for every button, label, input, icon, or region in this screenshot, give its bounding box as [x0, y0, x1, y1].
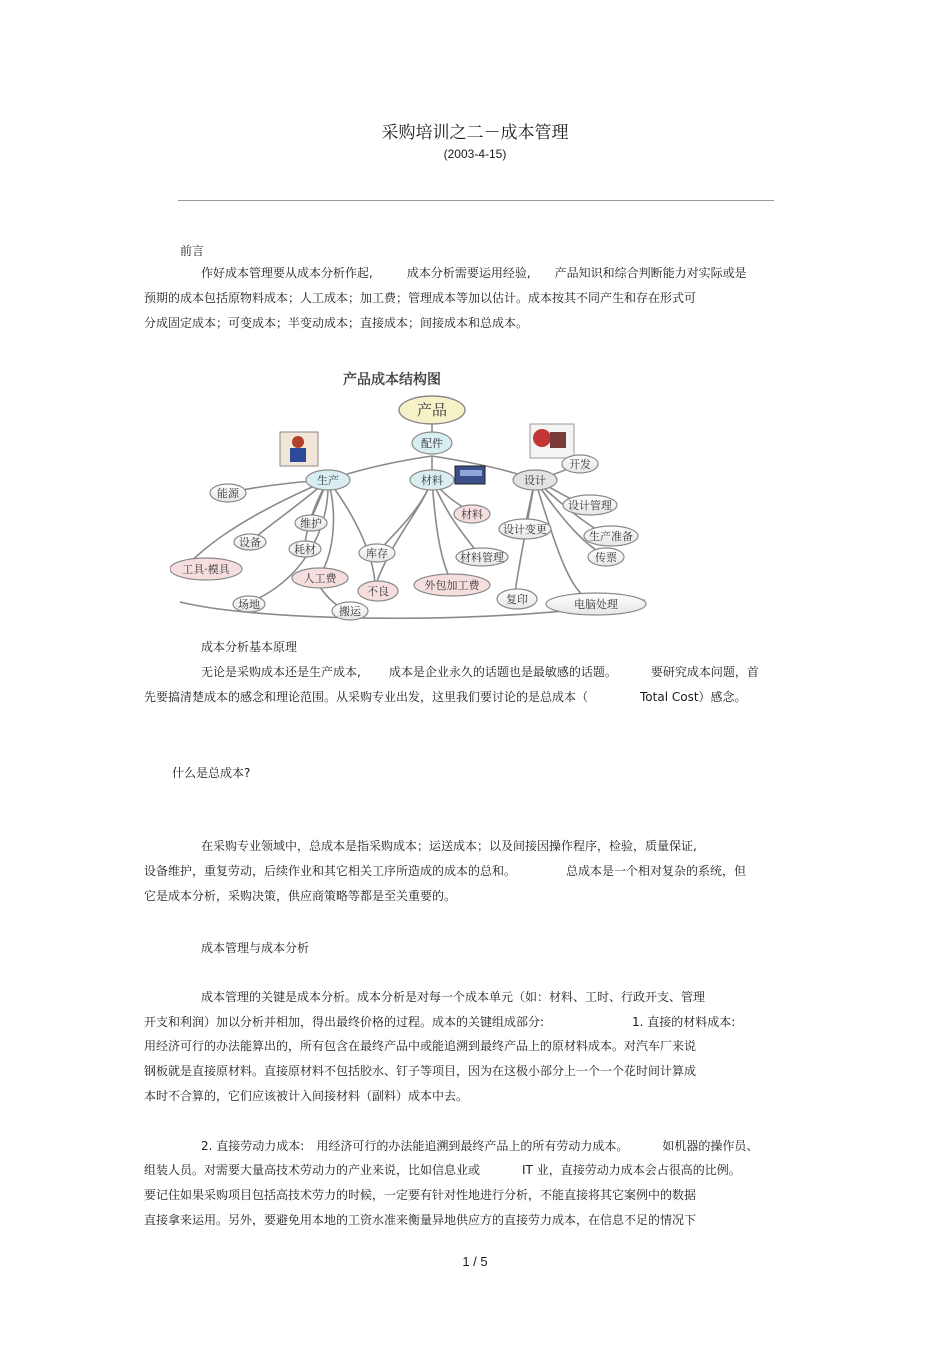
section1-line-2b: Total Cost）感念。 — [640, 690, 747, 704]
section4-line-4: 直接拿来运用。另外，要避免用本地的工资水准来衡量异地供应方的直接劳力成本，在信息不足的情况下 — [144, 1213, 697, 1227]
section3-line-4: 钢板就是直接原材料。直接原材料不包括胶水、钉子等项目，因为在这极小部分上一个一个花时间计算成 — [144, 1064, 697, 1078]
preface-line-1a: 作好成本管理要从成本分析作起, — [201, 266, 373, 280]
node-design-mgmt: 设计管理 — [568, 499, 612, 512]
preface-heading: 前言 — [180, 244, 205, 258]
node-transport: 搬运 — [339, 605, 361, 618]
section4-line-3: 要记住如果采购项目包括高技术劳力的时候，一定要有针对性地进行分析，不能直接将其它案例中的数据 — [144, 1188, 697, 1202]
preface-line-1c: 产品知识和综合判断能力对实际或是 — [554, 266, 747, 280]
section4-line-1a: 2. 直接劳动力成本: — [201, 1139, 305, 1153]
section3-line-3: 用经济可行的办法能算出的，所有包含在最终产品中或能追溯到最终产品上的原材料成本。对汽车厂来说 — [144, 1039, 697, 1053]
node-design-change: 设计变更 — [503, 523, 547, 536]
node-parts: 配件 — [421, 437, 443, 450]
node-maintenance: 维护 — [300, 517, 322, 530]
node-labor: 人工费 — [303, 572, 337, 585]
node-materials: 材料 — [421, 474, 443, 487]
node-prep: 生产准备 — [589, 530, 633, 543]
diagram-title: 产品成本结构图 — [343, 372, 441, 388]
preface-line-3: 分成固定成本；可变成本；半变动成本；直接成本；间接成本和总成本。 — [144, 316, 529, 330]
section3-heading: 成本管理与成本分析 — [201, 941, 310, 955]
preface-line-2: 预期的成本包括原物料成本；人工成本；加工费；管理成本等加以估计。成本按其不同产生和存在形式可 — [144, 291, 697, 305]
section1-line-1 — [201, 664, 759, 680]
section1-line-2 — [144, 689, 747, 705]
section3-line-5: 本时不合算的，它们应该被计入间接材料（副料）成本中去。 — [144, 1089, 469, 1103]
node-product: 产品 — [416, 401, 448, 419]
node-development: 开发 — [569, 458, 591, 471]
node-material-cost: 材料 — [461, 508, 483, 521]
section2-line-3: 它是成本分析，采购决策，供应商策略等都是至关重要的。 — [144, 889, 457, 903]
section2-line-2a: 设备维护，重复劳动，后续作业和其它相关工序所造成的成本的总和。 — [144, 864, 517, 878]
section2-heading: 什么是总成本? — [172, 766, 251, 780]
section3-line-2a: 开支和利润）加以分析并相加，得出最终价格的过程。成本的关键组成部分: — [144, 1015, 545, 1029]
section1-line-2a: 先要搞清楚成本的感念和理论范围。从采购专业出发，这里我们要讨论的是总成本（ — [144, 690, 589, 704]
section3-line-2 — [144, 1014, 735, 1030]
node-design: 设计 — [524, 474, 546, 487]
section2-line-1: 在采购专业领域中，总成本是指采购成本；运送成本；以及间接因操作程序，检验，质量保证, — [201, 839, 697, 853]
node-inventory: 库存 — [366, 547, 388, 560]
section3-line-1: 成本管理的关键是成本分析。成本分析是对每一个成本单元（如：材料、工时、行政开支、管理 — [201, 990, 706, 1004]
preface-line-1b: 成本分析需要运用经验, — [406, 266, 531, 280]
node-fax: 传票 — [595, 551, 617, 564]
section4-line-2a: 组装人员。对需要大量高技术劳动力的产业来说，比如信息业或 — [144, 1163, 481, 1177]
node-consumables: 耗材 — [294, 543, 316, 556]
section1-line-1b: 成本是企业永久的话题也是最敏感的话题。 — [388, 665, 617, 679]
section1-heading: 成本分析基本原理 — [201, 640, 298, 654]
page-number: 1 / 5 — [462, 1254, 488, 1269]
node-tooling: 工具·模具 — [182, 563, 230, 576]
section4-line-2 — [144, 1162, 741, 1178]
node-material-mgmt: 材料管理 — [460, 551, 504, 564]
node-equipment: 设备 — [239, 536, 261, 549]
section4-line-2b: IT 业，直接劳动力成本会占很高的比例。 — [522, 1163, 741, 1177]
preface-line-1 — [201, 265, 747, 281]
node-defect: 不良 — [367, 585, 389, 598]
section2-line-2b: 总成本是一个相对复杂的系统，但 — [566, 864, 747, 878]
node-computer: 电脑处理 — [574, 598, 618, 611]
node-outsourcing: 外包加工费 — [424, 579, 480, 592]
section4-line-1 — [201, 1138, 758, 1154]
document-title: 采购培训之二－成本管理 — [381, 123, 569, 143]
section4-line-1c: 如机器的操作员、 — [662, 1139, 759, 1153]
node-energy: 能源 — [217, 487, 239, 500]
section2-line-2 — [144, 863, 746, 879]
section1-line-1a: 无论是采购成本还是生产成本, — [201, 665, 361, 679]
section1-line-1c: 要研究成本问题，首 — [650, 665, 759, 679]
node-copy: 复印 — [506, 593, 528, 606]
node-site: 场地 — [238, 598, 260, 611]
section3-line-2b: 1. 直接的材料成本: — [632, 1015, 736, 1029]
document-date: (2003-4-15) — [443, 147, 507, 161]
title-divider — [178, 200, 774, 201]
node-production: 生产 — [317, 474, 339, 487]
cost-structure-diagram — [170, 362, 650, 624]
section4-line-1b: 用经济可行的办法能追溯到最终产品上的所有劳动力成本。 — [316, 1139, 629, 1153]
